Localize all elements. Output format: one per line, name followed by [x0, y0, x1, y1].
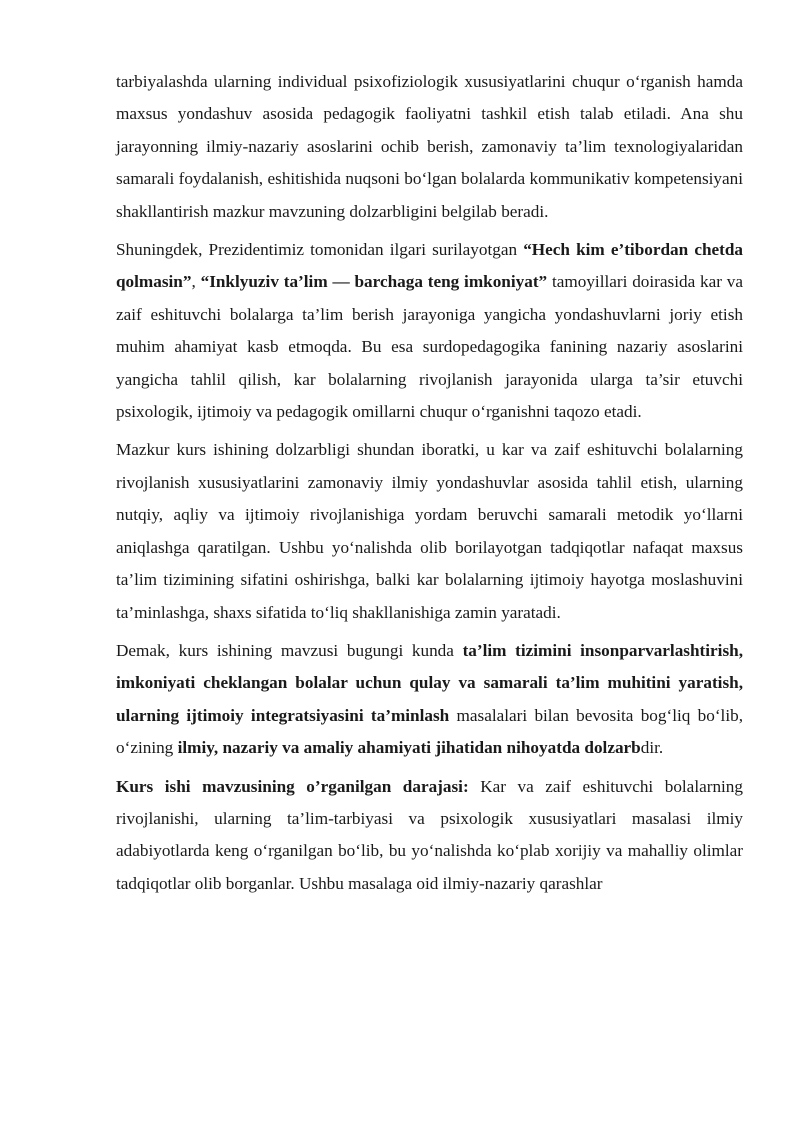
paragraph-4-bold-phrase-2: ilmiy, nazariy va amaliy ahamiyati jihatidan nihoyatda dolzarb: [177, 738, 641, 758]
paragraph-4: [116, 635, 743, 765]
paragraph-3: [116, 434, 743, 628]
paragraph-5-text: Kar va zaif eshituvchi bolalarning rivojlanishi, ularning ta’lim-tarbiyasi va psixologik xususiyatlari masalasi ilmiy adabiyotlarda keng o‘rganilgan bo‘lib, bu yo‘nalishda ko‘plab xorijiy va mahalliy olimlar tadqiqotlar olib borganlar. Ushbu masalaga oid ilmiy-nazariy qarashlar: [116, 776, 743, 893]
paragraph-3-text: Mazkur kurs ishining dolzarbligi shundan iboratki, u kar va zaif eshituvchi bolalarning rivojlanish xususiyatlarini zamonaviy ilmiy yondashuvlar asosida tahlil etish, ularning nutqiy, aqliy va ijtimoiy rivojlanishiga yordam beruvchi samarali metodik yo‘llarni aniqlashga qaratilgan. Ushbu yo‘nalishda olib borilayotgan tadqiqotlar nafaqat maxsus ta’lim tizimining sifatini oshirishga, balki kar bolalarning ijtimoiy hayotga moslashuvini ta’minlashga, shaxs sifatida to‘liq shakllanishiga zamin yaratadi.: [116, 440, 743, 622]
paragraph-2-text-a: Shuningdek, Prezidentimiz tomonidan ilgari surilayotgan: [116, 240, 524, 260]
paragraph-2-separator: ,: [191, 272, 201, 292]
paragraph-2-text-b: tamoyillari doirasida kar va zaif eshituvchi bolalarga ta’lim berish jarayoniga yangicha yondashuvlarni joriy etish muhim ahamiyat kasb etmoqda. Bu esa surdopedagogika fanining nazariy asoslarini yangicha tahlil qilish, kar bolalarning rivojlanish jarayonida ularga ta’sir etuvchi psixologik, ijtimoiy va pedagogik omillarni chuqur o‘rganishni taqozo etadi.: [116, 272, 743, 422]
paragraph-4-text-c: dir.: [640, 738, 664, 758]
document-page: [116, 66, 743, 900]
paragraph-4-text-b: masalalari bilan bevosita bog‘liq bo‘lib, o‘zining: [116, 705, 743, 758]
paragraph-4-bold-phrase-1: ta’lim tizimini insonparvarlashtirish, imkoniyati cheklangan bolalar uchun qulay va samarali ta’lim muhitini yaratish, ularning ijtimoiy integratsiyasini ta’minlash: [116, 640, 743, 725]
paragraph-2-bold-phrase-1: “Hech kim e’tibordan chetda qolmasin”: [116, 240, 744, 292]
paragraph-1-text: tarbiyalashda ularning individual psixofiziologik xususiyatlarini chuqur o‘rganish hamda maxsus yondashuv asosida pedagogik faoliyatni tashkil etish talab etiladi. Ana shu jarayonning ilmiy-nazariy asoslarini ochib berish, zamonaviy ta’lim texnologiyalaridan samarali foydalanish, eshitishida nuqsoni bo‘lgan bolalarda kommunikativ kompetensiyani shakllantirish mazkur mavzuning dolzarbligini belgilab beradi.: [116, 72, 743, 221]
paragraph-2: [116, 234, 743, 428]
paragraph-4-text-a: Demak, kurs ishining mavzusi bugungi kunda: [116, 640, 463, 660]
paragraph-5: [116, 771, 743, 901]
paragraph-2-bold-phrase-2: “Inklyuziv ta’lim — barchaga teng imkoniyat”: [200, 272, 548, 292]
section-heading-inline: Kurs ishi mavzusining o’rganilgan darajasi:: [116, 776, 469, 796]
paragraph-1: [116, 66, 743, 228]
